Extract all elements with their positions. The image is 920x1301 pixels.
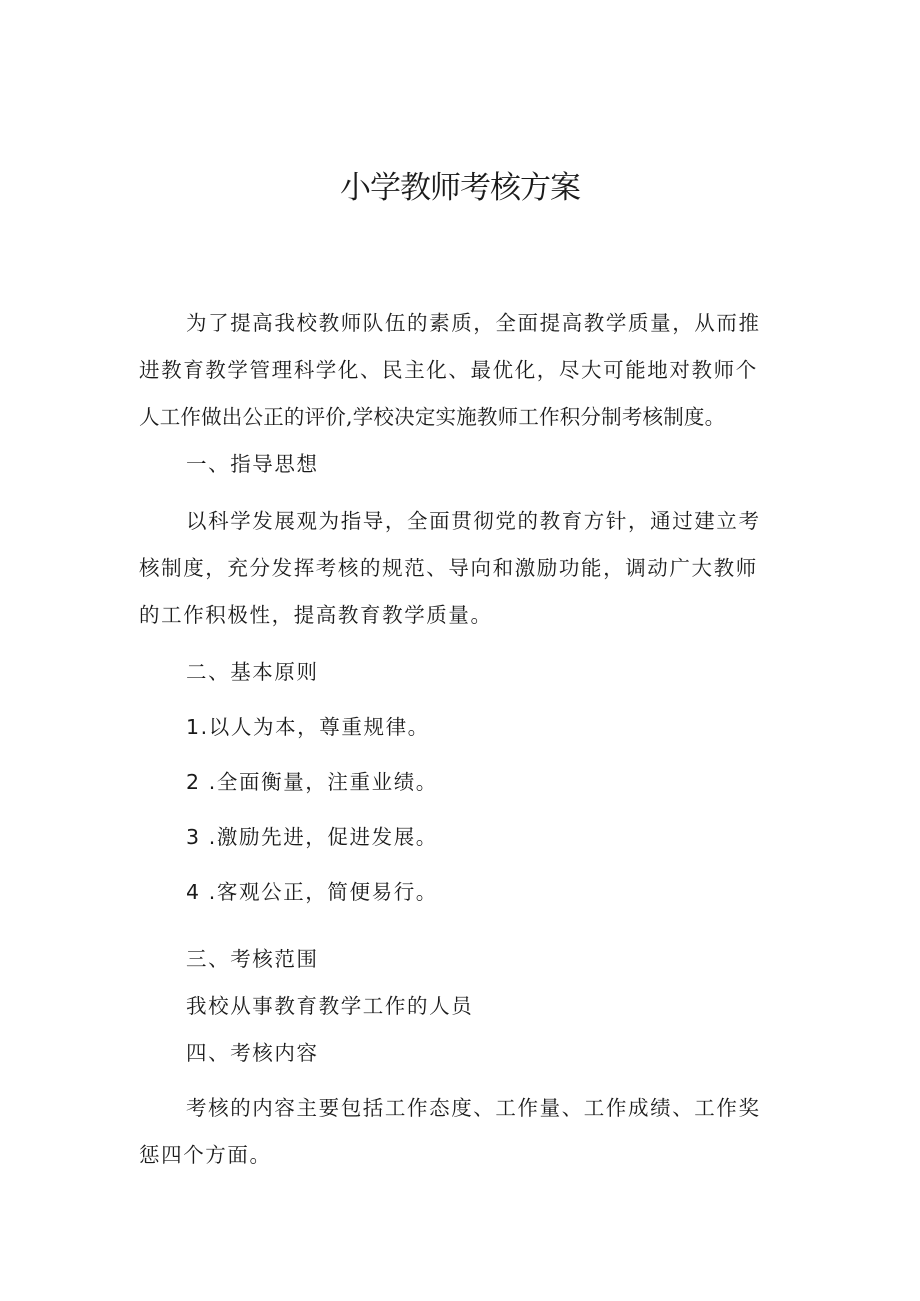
list-item-number: 1.: [186, 715, 209, 739]
paragraph-line: 的工作积极性，提高教育教学质量。: [139, 603, 493, 627]
list-item-number: 3 .: [186, 825, 217, 849]
paragraph-line: 惩四个方面。: [139, 1143, 272, 1167]
document-body: [139, 300, 789, 1179]
guiding-ideology-paragraph: [139, 498, 789, 639]
list-item-text: 客观公正，简便易行。: [216, 880, 438, 904]
list-item-text: 以人为本，尊重规律。: [208, 715, 430, 739]
list-item-number: 4 .: [186, 880, 217, 904]
section-heading-assessment-content: 四、考核内容: [186, 1041, 319, 1065]
list-item-text: 激励先进，促进发展。: [216, 825, 438, 849]
section-heading-assessment-scope: 三、考核范围: [186, 947, 319, 971]
intro-line: 为了提高我校教师队伍的素质，全面提高教学质量，从而推: [186, 311, 761, 335]
assessment-scope-text: 我校从事教育教学工作的人员: [186, 994, 474, 1018]
list-item: [139, 704, 789, 751]
list-item: [139, 814, 789, 861]
section-heading-basic-principles: 二、基本原则: [186, 660, 319, 684]
principles-list: [139, 704, 789, 916]
intro-line: 人工作做出公正的评价,学校决定实施教师工作积分制考核制度。: [139, 405, 726, 429]
intro-paragraph: [139, 300, 789, 441]
list-item-text: 全面衡量，注重业绩。: [216, 770, 438, 794]
paragraph-line: 以科学发展观为指导，全面贯彻党的教育方针，通过建立考: [186, 509, 761, 533]
document-title: 小学教师考核方案: [340, 170, 580, 206]
paragraph-line: 考核的内容主要包括工作态度、工作量、工作成绩、工作奖: [186, 1096, 761, 1120]
intro-line: 进教育教学管理科学化、民主化、最优化，尽大可能地对教师个: [139, 358, 758, 382]
paragraph-line: 核制度，充分发挥考核的规范、导向和激励功能，调动广大教师: [139, 556, 758, 580]
list-item-number: 2 .: [186, 770, 217, 794]
section-heading-guiding-ideology: 一、指导思想: [186, 452, 319, 476]
assessment-content-paragraph: [139, 1085, 789, 1179]
list-item: [139, 869, 789, 916]
list-item: [139, 759, 789, 806]
